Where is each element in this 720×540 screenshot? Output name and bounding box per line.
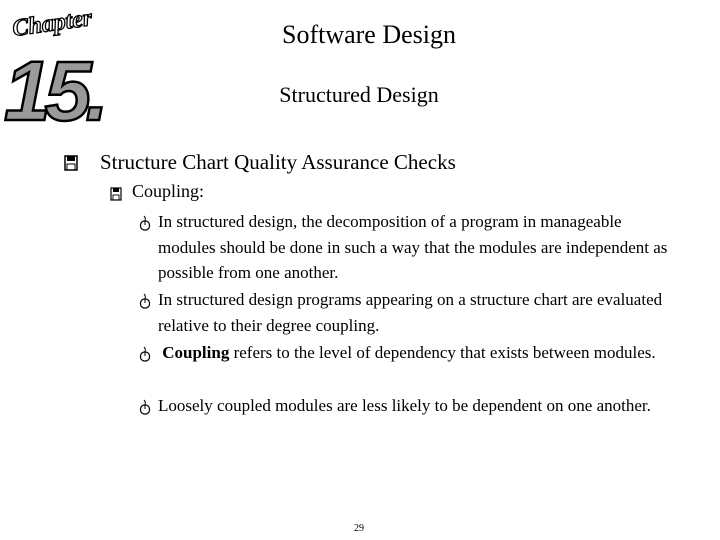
logo-number-text: 15. bbox=[4, 44, 103, 130]
slide-subtitle: Structured Design bbox=[279, 82, 439, 107]
disk-bullet-icon bbox=[110, 187, 122, 201]
slide-title: Software Design bbox=[281, 20, 456, 49]
level3-bullet-text: In structured design, the decomposition of a program in manageable modules should be done in such a way that the modules are independent as possible from one another. bbox=[158, 212, 668, 282]
coupling-definition: refers to the level of dependency that exists between modules. bbox=[229, 343, 656, 362]
page-number: 29 bbox=[354, 523, 364, 534]
mouse-bullet-icon bbox=[138, 346, 152, 362]
coupling-term: Coupling bbox=[162, 343, 230, 362]
level2-bullet-text: Coupling: bbox=[132, 181, 205, 201]
disk-bullet-icon bbox=[64, 155, 78, 171]
level1-bullet-text: Structure Chart Quality Assurance Checks bbox=[100, 150, 456, 174]
logo-chapter-text: Chapter bbox=[10, 5, 94, 43]
level3-bullet-text bbox=[158, 340, 678, 366]
mouse-bullet-icon bbox=[138, 293, 152, 309]
mouse-bullet-icon bbox=[138, 215, 152, 231]
level3-bullet-text: Loosely coupled modules are less likely to be dependent on one another. bbox=[158, 396, 651, 415]
mouse-bullet-icon bbox=[138, 399, 152, 415]
level3-bullet-text: In structured design programs appearing on a structure chart are evaluated relative to their degree coupling. bbox=[158, 290, 663, 335]
